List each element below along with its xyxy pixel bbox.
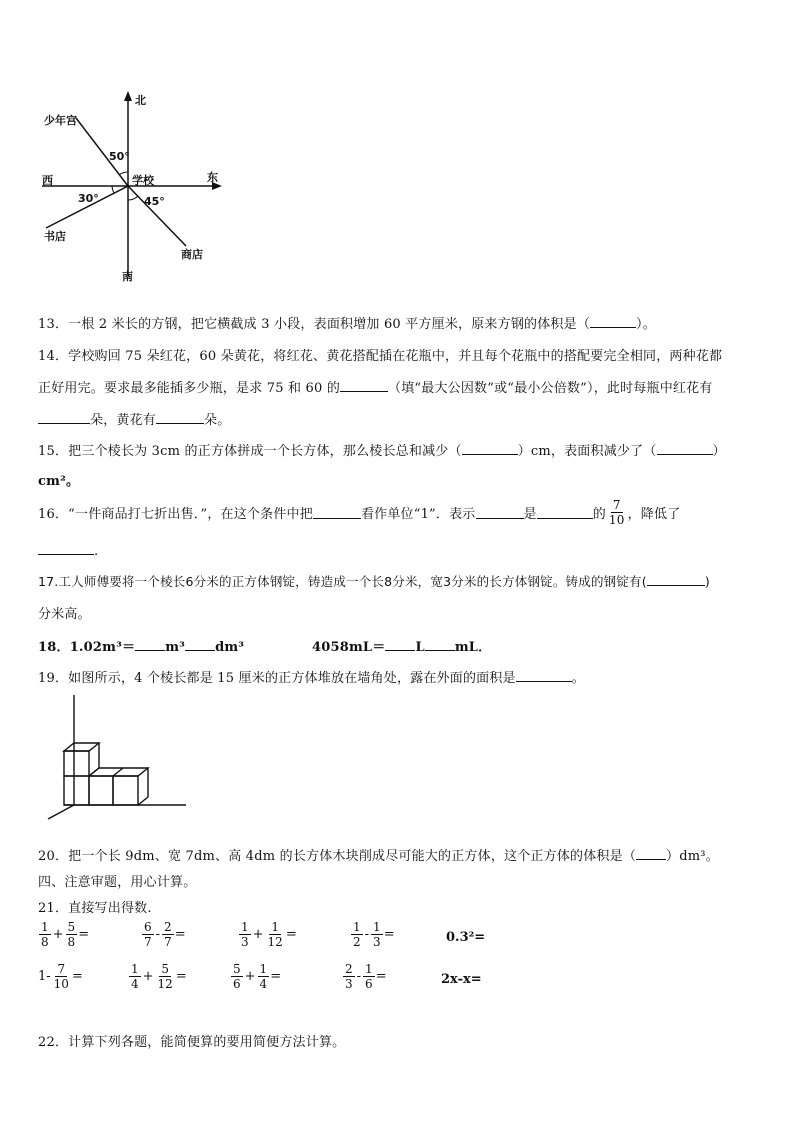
question-20 xyxy=(38,845,719,864)
operator: + xyxy=(52,927,64,942)
question-14-line3 xyxy=(38,409,230,428)
q16-blank-2[interactable] xyxy=(476,506,524,519)
q21-r1-c4-frac1 xyxy=(351,920,363,949)
q14-line2a: 正好用完。要求最多能插多少瓶，是求 75 和 60 的 xyxy=(38,381,341,396)
bookstore-label: 书店 xyxy=(44,230,66,243)
q21-r2-c4-frac1 xyxy=(343,962,355,991)
q21-r2-c3-frac1 xyxy=(231,962,243,991)
q20-end: ）dm³。 xyxy=(666,849,719,864)
q18-blank-4[interactable] xyxy=(425,638,455,651)
q18-c: dm³ xyxy=(215,640,245,655)
q18-f: mL． xyxy=(454,640,492,655)
q14-line1: 14．学校购回 75 朵红花，60 朵黄花，将红花、黄花搭配插在花瓶中，并且每个花瓶中的搭配要完全相同，两种花都 xyxy=(38,349,723,364)
q21-expr-9 xyxy=(342,962,387,991)
numerator: 1 xyxy=(131,962,139,976)
q21-r2-c1-frac xyxy=(52,962,71,991)
question-18 xyxy=(38,636,244,655)
numerator: 7 xyxy=(57,962,66,976)
q16-blank-3[interactable] xyxy=(537,506,593,519)
q22-text: 22．计算下列各题，能简便算的要用简便方法计算。 xyxy=(38,1035,346,1050)
numerator: 1 xyxy=(373,920,381,934)
q15-unit: cm²。 xyxy=(38,474,80,489)
question-17-line2 xyxy=(38,603,91,622)
equals: = xyxy=(78,927,90,942)
q21-r1-c2-frac2 xyxy=(162,920,174,949)
denominator: 2 xyxy=(353,935,361,949)
q16-blank-1[interactable] xyxy=(313,506,361,519)
south-label: 南 xyxy=(122,270,133,283)
numerator: 1 xyxy=(365,962,373,976)
q21-r1-c4-frac2 xyxy=(371,920,383,949)
denominator: 10 xyxy=(53,977,69,991)
question-21-title xyxy=(38,897,152,916)
q21-r2-c4-frac2 xyxy=(363,962,375,991)
q21-expr-8 xyxy=(230,962,281,991)
q16-d: 的 xyxy=(592,507,606,522)
youth-palace-label: 少年宫 xyxy=(44,114,77,127)
q17-a: 17.工人师傅要将一个棱长6分米的正方体钢锭，铸造成一个长8分米，宽3分米的长方体钢锭。铸成的钢锭有( xyxy=(38,574,647,589)
q15-blank-2[interactable] xyxy=(657,442,713,455)
section-4-heading xyxy=(38,871,196,890)
q15-c: ） xyxy=(712,444,726,459)
q15-a: 15．把三个棱长为 3cm 的正方体拼成一个长方体，那么棱长总和减少（ xyxy=(38,444,462,459)
angle-45-label: 45° xyxy=(144,195,165,208)
q16-a: 16．“一件商品打七折出售．”，在这个条件中把 xyxy=(38,507,313,522)
q17-c: 分米高。 xyxy=(38,607,91,622)
numerator: 1 xyxy=(241,920,249,934)
numerator: 2 xyxy=(345,962,353,976)
q15-b: ）cm，表面积减少了（ xyxy=(517,444,657,459)
q21-expr-10 xyxy=(441,972,482,987)
q18-e: L xyxy=(415,640,425,655)
q21-r1-c1-frac2 xyxy=(66,920,78,949)
q21-r2-last: 2x-x= xyxy=(441,972,482,987)
denominator: 4 xyxy=(259,977,268,991)
section-4-text: 四、注意审题，用心计算。 xyxy=(38,875,197,890)
numerator: 1 xyxy=(271,920,279,934)
q21-expr-7 xyxy=(128,962,187,991)
denominator: 8 xyxy=(67,935,76,949)
denominator: 6 xyxy=(233,977,241,991)
denominator: 3 xyxy=(345,977,353,991)
q21-r2-c3-frac2 xyxy=(258,962,270,991)
q16-fraction xyxy=(607,498,627,527)
angle-30-label: 30° xyxy=(78,192,99,205)
question-13 xyxy=(38,313,656,332)
q21-r1-c3-frac2 xyxy=(266,920,285,949)
question-14-line2 xyxy=(38,377,713,396)
question-16-line2 xyxy=(38,542,98,559)
numerator: 5 xyxy=(161,962,169,976)
q21-r1-c3-frac1 xyxy=(239,920,251,949)
denominator: 7 xyxy=(144,935,152,949)
question-17 xyxy=(38,572,710,590)
q13-end: ）。 xyxy=(636,317,656,332)
q13-text: 13．一根 2 米长的方钢，把它横截成 3 小段，表面积增加 60 平方厘米，原来方钢的体积是（ xyxy=(38,317,591,332)
equals: = xyxy=(375,969,387,984)
q21-title: 21．直接写出得数. xyxy=(38,901,152,916)
operator: - xyxy=(155,927,161,942)
q21-r1-c2-frac1 xyxy=(142,920,154,949)
numerator: 5 xyxy=(233,962,241,976)
denominator: 3 xyxy=(241,935,249,949)
q16-denominator: 10 xyxy=(608,513,625,527)
question-22 xyxy=(38,1031,345,1050)
q14-blank-2[interactable] xyxy=(38,411,90,424)
q17-blank[interactable] xyxy=(647,573,705,586)
west-label: 西 xyxy=(42,174,53,187)
q14-line3b: 朵。 xyxy=(204,413,231,428)
cube-drawing xyxy=(40,695,190,820)
denominator: 12 xyxy=(267,935,283,949)
q16-end: . xyxy=(94,544,99,559)
q14-blank-3[interactable] xyxy=(156,411,204,424)
denominator: 6 xyxy=(365,977,373,991)
question-16 xyxy=(38,498,680,527)
q14-line3a: 朵，黄花有 xyxy=(90,413,157,428)
q19-blank[interactable] xyxy=(516,669,572,682)
operator: - xyxy=(356,969,362,984)
numerator: 1 xyxy=(353,920,361,934)
q20-blank[interactable] xyxy=(636,847,666,860)
operator: + xyxy=(142,969,154,984)
q18-b: m³ xyxy=(165,640,186,655)
numerator: 2 xyxy=(164,920,172,934)
angle-50-label: 50° xyxy=(109,150,130,163)
numerator: 6 xyxy=(144,920,152,934)
question-15-unit xyxy=(38,470,79,489)
q18-blank-1[interactable] xyxy=(135,638,165,651)
school-label: 学校 xyxy=(132,174,154,187)
denominator: 7 xyxy=(164,935,172,949)
q18-blank-2[interactable] xyxy=(185,638,215,651)
denominator: 8 xyxy=(41,935,49,949)
equals: = xyxy=(383,927,395,942)
q16-numerator: 7 xyxy=(612,498,621,512)
question-19 xyxy=(38,667,585,686)
q18-blank-3[interactable] xyxy=(385,638,415,651)
cube-corner-figure xyxy=(40,695,190,820)
numerator: 1 xyxy=(41,920,49,934)
equals: = xyxy=(175,969,187,984)
q21-r1-c1-frac1 xyxy=(39,920,51,949)
equals: = xyxy=(174,927,186,942)
equals: = xyxy=(270,969,282,984)
operator: + xyxy=(252,927,264,942)
q15-blank-1[interactable] xyxy=(462,442,518,455)
equals: = xyxy=(71,969,83,984)
denominator: 4 xyxy=(131,977,139,991)
equals: = xyxy=(285,927,297,942)
q21-expr-3 xyxy=(238,920,297,949)
numerator: 1 xyxy=(259,962,268,976)
q18-d: 4058mL＝ xyxy=(312,640,386,655)
shop-label: 商店 xyxy=(181,248,203,261)
q14-line2b: （填“最大公因数”或“最小公倍数”），此时每瓶中红花有 xyxy=(388,381,713,396)
q20-text: 20．把一个长 9dm、宽 7dm、高 4dm 的长方体木块削成尽可能大的正方体，这个正方体的体积是（ xyxy=(38,849,637,864)
q16-c: 是 xyxy=(523,507,537,522)
q21-expr-4 xyxy=(350,920,395,949)
q14-blank-1[interactable] xyxy=(340,379,388,392)
operator: - xyxy=(364,927,370,942)
denominator: 12 xyxy=(157,977,173,991)
q21-r2-prefix: 1- xyxy=(38,969,51,984)
question-18-part2 xyxy=(312,636,491,655)
q17-b: ) xyxy=(704,574,710,589)
q19-end: 。 xyxy=(571,671,585,686)
q16-b: 看作单位“1”．表示 xyxy=(360,507,476,522)
q21-r2-c2-frac1 xyxy=(129,962,141,991)
question-14-line1 xyxy=(38,345,722,364)
q21-expr-1 xyxy=(38,920,89,949)
east-label: 东 xyxy=(207,171,218,184)
numerator: 5 xyxy=(67,920,76,934)
north-label: 北 xyxy=(135,94,146,107)
question-15 xyxy=(38,440,726,459)
operator: + xyxy=(244,969,256,984)
q19-text: 19．如图所示，4 个棱长都是 15 厘米的正方体堆放在墙角处，露在外面的面积是 xyxy=(38,671,516,686)
q21-r2-c2-frac2 xyxy=(156,962,175,991)
compass-diagram xyxy=(36,88,236,283)
q21-expr-5 xyxy=(446,930,485,945)
q21-expr-6 xyxy=(38,962,83,991)
q16-blank-4[interactable] xyxy=(38,542,94,555)
q21-r1-last: 0.3²= xyxy=(446,930,486,945)
q18-a: 18．1.02m³＝ xyxy=(38,640,136,655)
q21-expr-2 xyxy=(141,920,186,949)
q16-e: ，降低了 xyxy=(627,507,681,522)
denominator: 3 xyxy=(373,935,381,949)
q13-blank[interactable] xyxy=(590,315,636,328)
